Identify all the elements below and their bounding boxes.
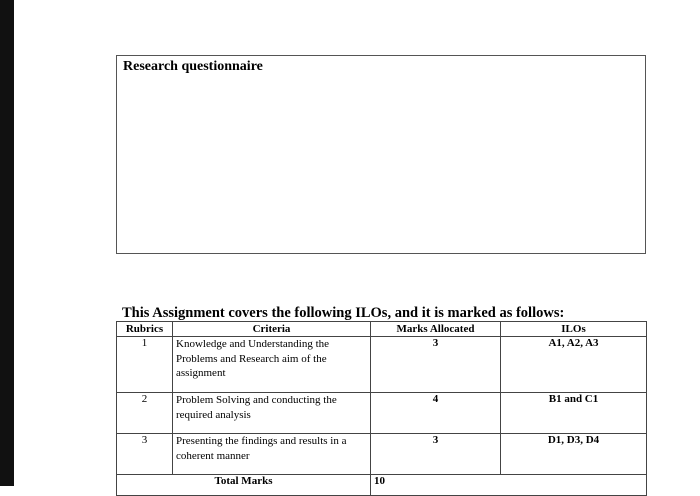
total-row [117,475,647,496]
questionnaire-box [116,55,646,254]
ilos-value: A1, A2, A3 [501,337,647,393]
marks-value: 3 [371,337,501,393]
total-marks-label: Total Marks [117,475,371,496]
rubric-table [116,321,647,496]
marks-value: 3 [371,434,501,475]
rubric-number: 3 [117,434,173,475]
ilo-heading: This Assignment covers the following ILOs, and it is marked as follows: [122,305,565,321]
header-ilos: ILOs [501,322,647,337]
marks-value: 4 [371,393,501,434]
table-row [117,434,647,475]
rubric-number: 1 [117,337,173,393]
table-row [117,393,647,434]
header-rubrics: Rubrics [117,322,173,337]
ilos-value: B1 and C1 [501,393,647,434]
table-row [117,337,647,393]
criteria-text: Presenting the findings and results in a coherent manner [173,434,371,475]
criteria-text: Knowledge and Understanding the Problems and Research aim of the assignment [173,337,371,393]
criteria-text: Problem Solving and conducting the required analysis [173,393,371,434]
left-edge-bar [0,0,14,486]
rubric-number: 2 [117,393,173,434]
header-criteria: Criteria [173,322,371,337]
total-marks-value: 10 [371,475,647,496]
questionnaire-title: Research questionnaire [123,59,263,74]
ilos-value: D1, D3, D4 [501,434,647,475]
header-marks: Marks Allocated [371,322,501,337]
table-header-row [117,322,647,337]
